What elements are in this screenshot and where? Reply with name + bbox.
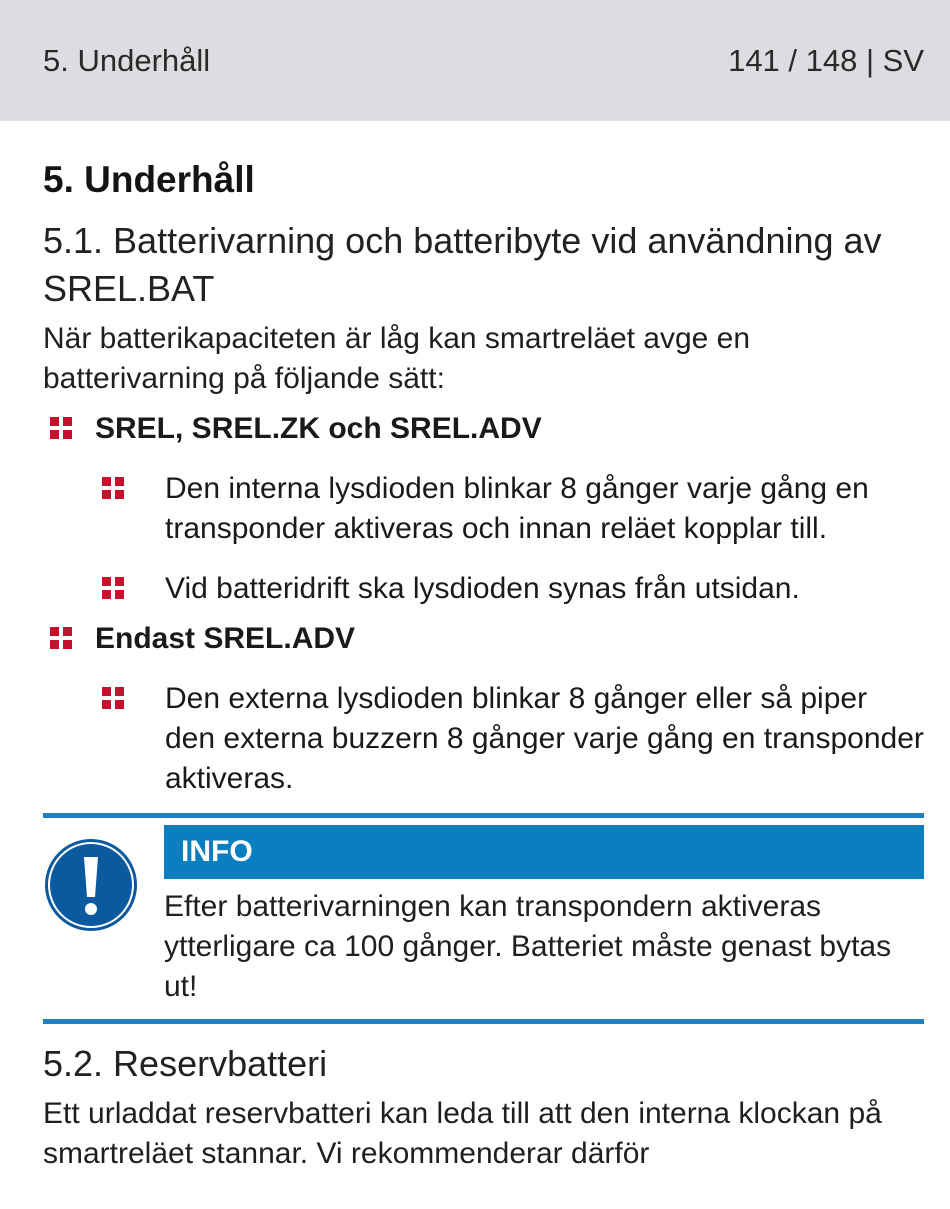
bullet-icon [50,627,73,650]
info-icon-container [43,825,164,1007]
chapter-title: 5. Underhåll [43,159,255,200]
section-title-5-2: 5.2. Reservbatteri [43,1043,328,1084]
sub-list-item-text: Den interna lysdioden blinkar 8 gånger varje gång en transponder aktiveras och innan reläet kopplar till. [165,472,869,545]
section-text: Ett urladdat reservbatteri kan leda till att den interna klockan på smartreläet stannar. Vi rekommenderar därför [43,1097,882,1170]
page-header [0,0,950,121]
exclamation-icon [43,837,139,933]
bullet-icon [102,577,125,600]
bullet-icon [50,417,73,440]
page-number: 141 / 148 | SV [728,42,924,78]
list-item [43,619,924,659]
sub-list-item-text: Den externa lysdioden blinkar 8 gånger eller så piper den externa buzzern 8 gånger varje gång en transponder aktiveras. [165,682,924,795]
info-box [43,813,924,1024]
bullet-icon [102,477,125,500]
info-body [164,825,924,1007]
list-item [43,409,924,449]
list-item-label: Endast SREL.ADV [95,622,356,655]
bullet-icon [102,687,125,710]
sub-list-item [100,679,924,799]
sub-list-item [100,469,924,549]
list-item-label: SREL, SREL.ZK och SREL.ADV [95,412,542,445]
section-title-5-1: 5.1. Batterivarning och batteribyte vid användning av SREL.BAT [43,220,882,309]
info-text: Efter batterivarningen kan transpondern aktiveras ytterligare ca 100 gånger. Batteriet måste genast bytas ut! [164,890,892,1003]
sub-list-item [100,569,924,609]
sub-list-item-text: Vid batteridrift ska lysdioden synas från utsidan. [165,572,800,605]
header-section-title: 5. Underhåll [43,42,211,78]
info-title: INFO [164,825,924,879]
document-body [0,121,950,1174]
section-intro: När batterikapaciteten är låg kan smartreläet avge en batterivarning på följande sätt: [43,322,751,395]
